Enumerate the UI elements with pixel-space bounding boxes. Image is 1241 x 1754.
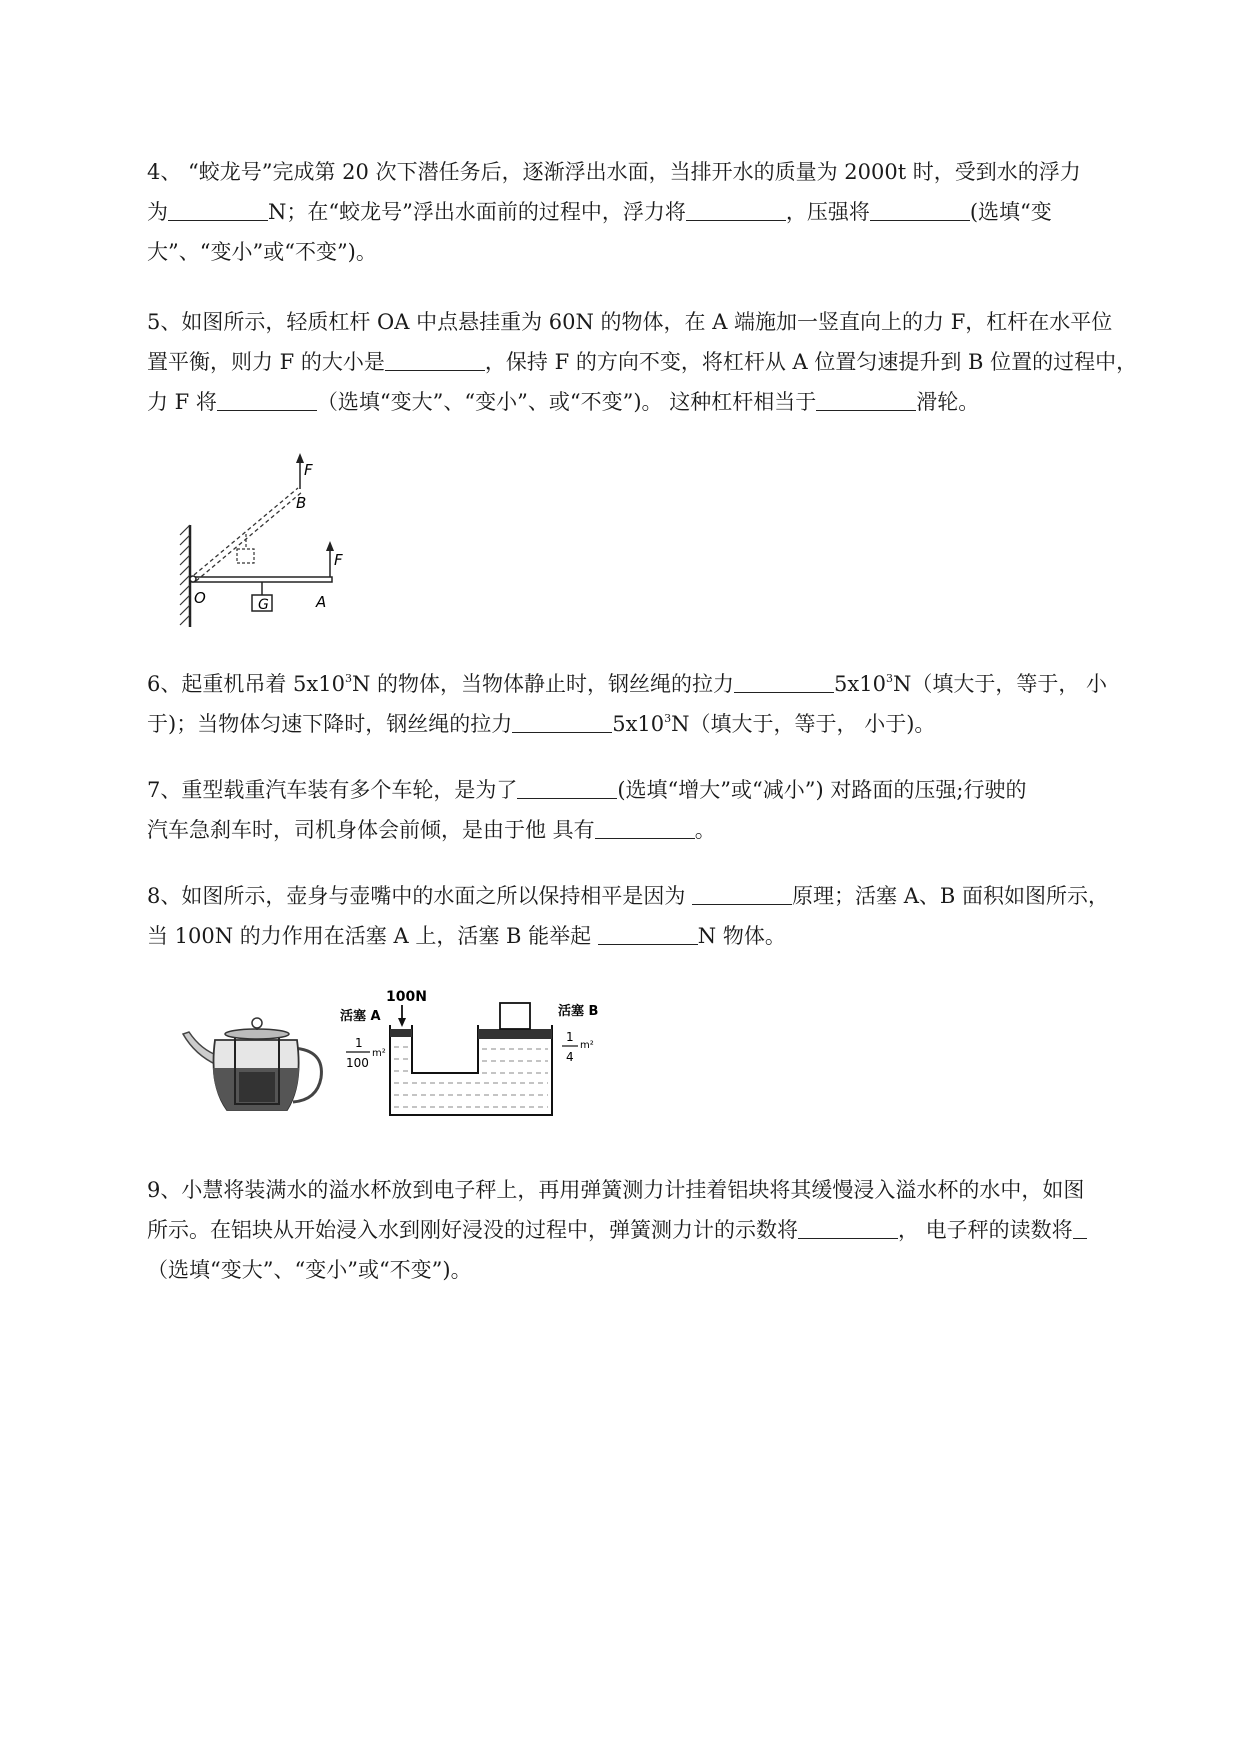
q8-text: 当 100N 的力作用在活塞 A 上，活塞 B 能举起 <box>147 924 598 948</box>
label-g: G <box>258 597 269 613</box>
q5-text: （选填“变大”、“变小”、或“不变”)。 这种杠杆相当于 <box>316 390 817 414</box>
lever-ob-dashed <box>194 488 298 575</box>
q6-text: N 的物体，当物体静止时，钢丝绳的拉力 <box>351 672 735 696</box>
piston-a-label: 活塞 A <box>340 1009 381 1024</box>
q5-line-3 <box>147 382 1157 422</box>
question-9 <box>147 1170 1157 1290</box>
label-b: B <box>296 494 307 512</box>
q9-line-2 <box>147 1210 1157 1250</box>
liquid-lines <box>394 1047 548 1107</box>
piston-b <box>478 1029 552 1039</box>
exponent: 3 <box>344 672 352 685</box>
lever-figure <box>170 445 360 630</box>
area-a-unit: m² <box>372 1048 386 1059</box>
teapot-figure <box>175 1010 335 1125</box>
exponent: 3 <box>664 712 672 725</box>
q6-text: 5x10 <box>612 712 665 736</box>
vessel-inner-wall <box>412 1025 478 1073</box>
question-4 <box>147 152 1157 272</box>
q7-text: 汽车急刹车时，司机身体会前倾，是由于他 具有 <box>147 818 595 842</box>
q8-text: N 物体。 <box>697 924 786 948</box>
q7-text: 。 <box>694 818 716 842</box>
q6-text: N（填大于，等于， 小 <box>892 672 1108 696</box>
q8-line-1 <box>147 876 1157 916</box>
q8-line-2 <box>147 916 1157 956</box>
answer-blank[interactable] <box>168 196 268 221</box>
answer-blank[interactable] <box>692 880 792 905</box>
q9-text: ， 电子秤的读数将 <box>898 1218 1073 1242</box>
answer-blank[interactable] <box>686 196 786 221</box>
answer-blank[interactable] <box>598 920 698 945</box>
area-a-numerator: 1 <box>355 1036 363 1050</box>
area-b-numerator: 1 <box>566 1030 574 1044</box>
answer-blank[interactable] <box>512 708 612 733</box>
q5-text: 滑轮。 <box>916 390 980 414</box>
q5-text: 力 F 将 <box>147 390 217 414</box>
q4-text: 为 <box>147 200 168 224</box>
teapot-lid <box>225 1029 289 1039</box>
answer-blank[interactable] <box>1073 1214 1087 1239</box>
answer-blank[interactable] <box>385 346 485 371</box>
q6-text: 于)；当物体匀速下降时，钢丝绳的拉力 <box>147 712 513 736</box>
q9-line-1: 9、小慧将装满水的溢水杯放到电子秤上，再用弹簧测力计挂着铝块将其缓慢浸入溢水杯的水中，如图 <box>147 1178 1085 1202</box>
label-o: O <box>194 589 206 607</box>
hydraulic-press-figure <box>340 985 610 1130</box>
lever-oa <box>192 577 332 582</box>
q7-line-2 <box>147 810 1157 850</box>
answer-blank[interactable] <box>734 668 834 693</box>
exponent: 3 <box>885 672 893 685</box>
q4-text: ，压强将 <box>785 200 870 224</box>
answer-blank[interactable] <box>798 1214 898 1239</box>
force-label: 100N <box>386 989 427 1005</box>
area-b-unit: m² <box>580 1040 594 1051</box>
q6-text: N（填大于，等于， 小于)。 <box>671 712 936 736</box>
piston-a <box>390 1029 412 1037</box>
q6-line-2 <box>147 704 1157 744</box>
label-a: A <box>316 593 327 611</box>
label-f-right: F <box>334 551 343 569</box>
q7-text: 7、重型载重汽车装有多个车轮，是为了 <box>147 778 518 802</box>
q9-text: 所示。在铝块从开始浸入水到刚好浸没的过程中，弹簧测力计的示数将 <box>147 1218 798 1242</box>
question-6 <box>147 664 1157 744</box>
answer-blank[interactable] <box>816 386 916 411</box>
answer-blank[interactable] <box>517 774 617 799</box>
area-a-denominator: 100 <box>346 1056 369 1070</box>
q5-line-1: 5、如图所示，轻质杠杆 OA 中点悬挂重为 60N 的物体，在 A 端施加一竖直向上的力 F，杠杆在水平位 <box>147 310 1113 334</box>
label-f-top: F <box>304 461 313 479</box>
answer-blank[interactable] <box>870 196 970 221</box>
q5-text: 置平衡，则力 F 的大小是 <box>147 350 385 374</box>
answer-blank[interactable] <box>217 386 317 411</box>
wall-hatching <box>180 525 190 625</box>
q6-line-1 <box>147 664 1157 704</box>
answer-blank[interactable] <box>595 814 695 839</box>
q6-text: 6、起重机吊着 5x10 <box>147 672 345 696</box>
question-7 <box>147 770 1157 850</box>
weight-block <box>500 1003 530 1029</box>
q8-text: 原理；活塞 A、B 面积如图所示， <box>792 884 1109 908</box>
q4-text: (选填“变 <box>969 200 1052 224</box>
lever-ob-dashed <box>196 492 302 581</box>
q4-line-3: 大”、“变小”或“不变”)。 <box>147 240 377 264</box>
question-8 <box>147 876 1157 956</box>
q4-text: N；在“蛟龙号”浮出水面前的过程中，浮力将 <box>268 200 686 224</box>
area-b-denominator: 4 <box>566 1050 574 1064</box>
pivot-o <box>190 576 196 582</box>
question-5 <box>147 302 1157 422</box>
q9-line-3: （选填“变大”、“变小”或“不变”)。 <box>147 1258 472 1282</box>
weight-dashed <box>237 549 254 563</box>
q5-text: ，保持 F 的方向不变，将杠杆从 A 位置匀速提升到 B 位置的过程中， <box>484 350 1138 374</box>
q4-line-1: 4、 “蛟龙号”完成第 20 次下潜任务后，逐渐浮出水面，当排开水的质量为 2000t 时，受到水的浮力 <box>147 160 1081 184</box>
q7-text: (选填“增大”或“减小”) 对路面的压强;行驶的 <box>617 778 1027 802</box>
q6-text: 5x10 <box>834 672 886 696</box>
q8-text: 8、如图所示，壶身与壶嘴中的水面之所以保持相平是因为 <box>147 884 693 908</box>
q4-line-2 <box>147 192 1157 232</box>
q7-line-1 <box>147 770 1157 810</box>
q5-line-2 <box>147 342 1157 382</box>
piston-b-label: 活塞 B <box>558 1004 599 1019</box>
